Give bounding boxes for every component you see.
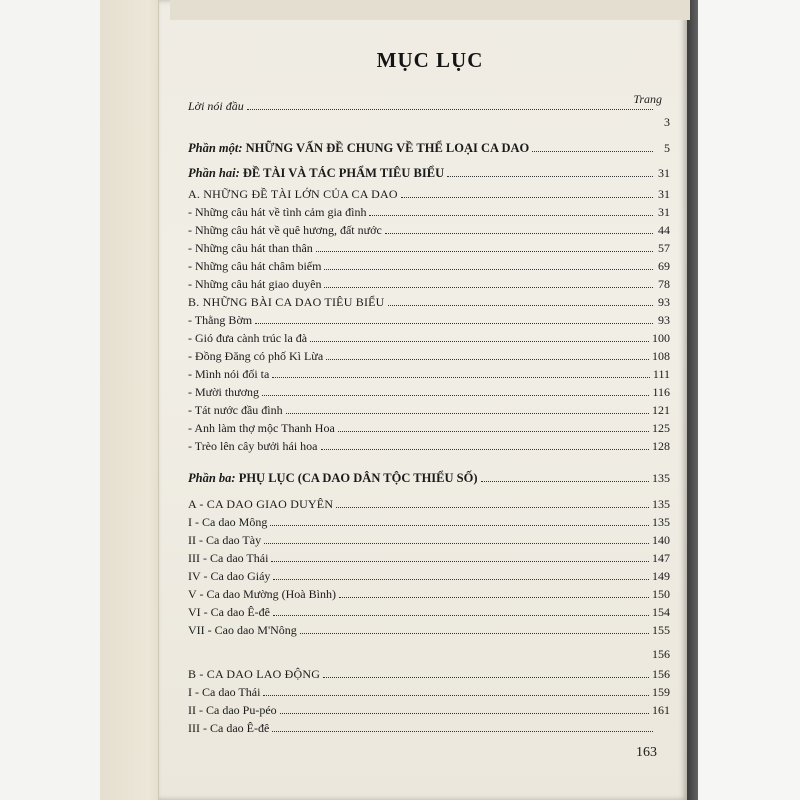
- toc-entry-page: 154: [652, 605, 670, 619]
- toc-entry-title: [188, 241, 313, 256]
- toc-entry-page: 69: [658, 259, 670, 273]
- toc-entry-page: 93: [658, 313, 670, 327]
- toc-entry-page: 100: [652, 331, 670, 345]
- toc-entry-title: [188, 259, 321, 274]
- toc-entry: [188, 163, 670, 181]
- toc-entry-title: [188, 205, 366, 220]
- toc-entry-text: A. NHỮNG ĐỀ TÀI LỚN CỦA CA DAO: [188, 187, 398, 201]
- toc-entry-text: ĐỀ TÀI VÀ TÁC PHẨM TIÊU BIỂU: [239, 166, 445, 180]
- toc-entry-text: - Những câu hát giao duyên: [188, 277, 322, 291]
- toc-entry-text: V - Ca dao Mường (Hoà Bình): [188, 587, 336, 601]
- toc-entry-page: 159: [652, 685, 670, 699]
- page-top-shadow: [170, 0, 690, 20]
- toc-entry-title: [188, 421, 335, 436]
- toc-entry-page: 5: [664, 141, 670, 155]
- toc-entry-title: [188, 721, 269, 736]
- toc-entry-page: 135: [652, 471, 670, 485]
- toc-entry-title: [188, 385, 259, 400]
- toc-entry-title: [188, 166, 444, 181]
- toc-entry: [188, 494, 670, 512]
- toc-entry-page: 135: [652, 515, 670, 529]
- toc-entry-page: 155: [652, 623, 670, 637]
- dot-leader: [280, 713, 649, 714]
- toc-entry: [188, 584, 670, 602]
- toc-entry: [188, 292, 670, 310]
- toc-entry-title: [188, 533, 261, 548]
- toc-entry-title: [188, 367, 269, 382]
- toc-entry-title: [188, 515, 267, 530]
- toc-entry-text: B. NHỮNG BÀI CA DAO TIÊU BIỂU: [188, 295, 385, 309]
- dot-leader: [286, 413, 649, 414]
- toc-entry-title: [188, 569, 270, 584]
- toc-entry-text: - Đồng Đăng có phố Kì Lừa: [188, 349, 324, 363]
- dot-leader: [532, 151, 653, 152]
- toc-entry: [188, 274, 670, 292]
- toc-entry-title: [188, 223, 382, 238]
- dot-leader: [326, 359, 649, 360]
- toc-entry: [188, 700, 670, 718]
- toc-entry-text: - Thằng Bờm: [188, 313, 253, 327]
- toc-entry-page: 31: [658, 166, 670, 180]
- dot-leader: [369, 215, 653, 216]
- toc-entry-text: II - Ca dao Pu-péo: [188, 703, 277, 717]
- toc-entry-page: 93: [658, 295, 670, 309]
- toc-entry-text: - Những câu hát than thân: [188, 241, 313, 255]
- toc-entry-text: B - CA DAO LAO ĐỘNG: [188, 667, 321, 681]
- dot-leader: [255, 323, 653, 324]
- toc-entry: [188, 256, 670, 274]
- toc-entry-page: 149: [652, 569, 670, 583]
- dot-leader: [388, 305, 653, 306]
- toc-entry-page: 128: [652, 439, 670, 453]
- toc-entry-text: I - Ca dao Mông: [188, 515, 268, 529]
- toc-entry-lead: Lời nói đầu: [188, 99, 244, 113]
- toc-entry-page: 121: [652, 403, 670, 417]
- toc-entry-title: [188, 187, 398, 202]
- toc-entry: [188, 664, 670, 682]
- dot-leader: [324, 269, 653, 270]
- dot-leader: [272, 377, 650, 378]
- toc-entry: [188, 418, 670, 436]
- toc-entry-page: 31: [658, 187, 670, 201]
- toc-entry-lead: Phần ba:: [188, 471, 236, 485]
- dot-leader: [385, 233, 653, 234]
- toc-entry: [188, 566, 670, 584]
- dot-leader: [272, 731, 653, 732]
- toc-entry: [188, 138, 670, 156]
- dot-leader: [300, 633, 649, 634]
- toc-entry: [188, 346, 670, 364]
- toc-entry: [188, 202, 670, 220]
- dot-leader: [273, 579, 649, 580]
- toc-entry-title: [188, 497, 333, 512]
- dot-leader: [336, 507, 649, 508]
- toc-entry-text: - Anh làm thợ mộc Thanh Hoa: [188, 421, 335, 435]
- toc-entry-text: VII - Cao dao M'Nông: [188, 623, 297, 637]
- toc-entry-text: - Mình nói đối ta: [188, 367, 270, 381]
- dot-leader: [338, 431, 649, 432]
- page-number: 163: [636, 745, 657, 760]
- toc-entry-page: 140: [652, 533, 670, 547]
- toc-entry: [188, 644, 670, 662]
- dot-leader: [264, 543, 649, 544]
- toc-entry-title: [188, 587, 336, 602]
- toc-entry-text: III - Ca dao Thái: [188, 551, 269, 565]
- dot-leader: [273, 615, 649, 616]
- toc-entry-text: A - CA DAO GIAO DUYÊN: [188, 497, 334, 511]
- toc-entry-text: - Những câu hát về quê hương, đất nước: [188, 223, 382, 237]
- toc-entry: [188, 436, 670, 454]
- toc-entry-page: 44: [658, 223, 670, 237]
- toc-entry-text: NHỮNG VẤN ĐỀ CHUNG VỀ THỂ LOẠI CA DAO: [242, 141, 530, 155]
- toc-entry-title: [188, 551, 268, 566]
- toc-entry-page: 161: [652, 703, 670, 717]
- toc-entry-title: [188, 605, 270, 620]
- toc-entry-page: 156: [652, 667, 670, 681]
- toc-entry: [188, 620, 670, 638]
- toc-entry-title: [188, 313, 252, 328]
- dot-leader: [321, 449, 650, 450]
- toc-entry-title: [188, 403, 283, 418]
- toc-entry-text: - Mười thương: [188, 385, 260, 399]
- toc-entry-title: [188, 349, 323, 364]
- toc-entry-page: 116: [652, 385, 670, 399]
- toc-entry-text: PHỤ LỤC (CA DAO DÂN TỘC THIỂU SỐ): [235, 471, 478, 485]
- page-column-header: Trang: [633, 92, 662, 106]
- toc-entry: [188, 530, 670, 548]
- toc-entry-title: [188, 685, 260, 700]
- toc-entry-text: - Những câu hát về tình cảm gia đình: [188, 205, 367, 219]
- toc-entry-lead: Phần hai:: [188, 166, 240, 180]
- toc-entry: [188, 364, 670, 382]
- dot-leader: [339, 597, 649, 598]
- toc-entry-text: II - Ca dao Tày: [188, 533, 262, 547]
- toc-entry-page: 78: [658, 277, 670, 291]
- toc-entry-text: III - Ca dao Ê-đê: [188, 721, 270, 735]
- toc-entry-title: [188, 295, 385, 310]
- dot-leader: [270, 525, 649, 526]
- toc-entry: [188, 512, 670, 530]
- page-title: MỤC LỤC: [376, 48, 484, 72]
- toc-entry-text: - Những câu hát châm biếm: [188, 259, 322, 273]
- toc-entry: [188, 602, 670, 620]
- toc-entry: [188, 682, 670, 700]
- toc-entry-page: 147: [652, 551, 670, 565]
- toc-entry-text: - Gió đưa cành trúc la đà: [188, 331, 308, 345]
- dot-leader: [447, 176, 653, 177]
- dot-leader: [481, 481, 649, 482]
- toc-entry-page: 156: [652, 647, 670, 661]
- toc-entry-lead: Phần một:: [188, 141, 243, 155]
- toc-entry-title: [188, 667, 320, 682]
- toc-entry-title: [188, 331, 307, 346]
- toc-entry-page: 31: [658, 205, 670, 219]
- dot-leader: [323, 677, 649, 678]
- toc-entry: [188, 382, 670, 400]
- toc-entry: [188, 400, 670, 418]
- toc-entry-text: I - Ca dao Thái: [188, 685, 261, 699]
- toc-entry-text: VI - Ca dao Ê-đê: [188, 605, 270, 619]
- toc-entry-title: [188, 471, 478, 486]
- dot-leader: [316, 251, 653, 252]
- toc-entry-page: 135: [652, 497, 670, 511]
- toc-entry-page: 150: [652, 587, 670, 601]
- dot-leader: [263, 695, 649, 696]
- toc-entry-page: 108: [652, 349, 670, 363]
- dot-leader: [247, 109, 653, 110]
- toc-entry-text: - Tát nước đầu đình: [188, 403, 283, 417]
- toc-entry: [188, 718, 670, 736]
- dot-leader: [324, 287, 653, 288]
- toc-entry-text: - Trèo lên cây bưởi hái hoa: [188, 439, 318, 453]
- toc-entry: [188, 328, 670, 346]
- toc-entry-page: 125: [652, 421, 670, 435]
- toc-entry-title: [188, 141, 529, 156]
- toc-entry-title: [188, 703, 277, 718]
- toc-entry: [188, 548, 670, 566]
- toc-entry-text: IV - Ca dao Giáy: [188, 569, 271, 583]
- toc-entry-title: [188, 277, 321, 292]
- toc-entry: [188, 220, 670, 238]
- dot-leader: [401, 197, 653, 198]
- toc-entry: [188, 112, 670, 130]
- toc-entry: [188, 184, 670, 202]
- background-right: [690, 0, 800, 800]
- toc-entry-title: [188, 439, 318, 454]
- toc-entry-page: 111: [652, 367, 670, 381]
- toc-entry-page: 57: [658, 241, 670, 255]
- toc-entry: [188, 468, 670, 486]
- dot-leader: [271, 561, 649, 562]
- toc-entry: [188, 238, 670, 256]
- toc-entry-page: 3: [664, 115, 670, 129]
- dot-leader: [310, 341, 649, 342]
- toc-entry-title: [188, 623, 297, 638]
- dot-leader: [262, 395, 649, 396]
- toc-entry: [188, 310, 670, 328]
